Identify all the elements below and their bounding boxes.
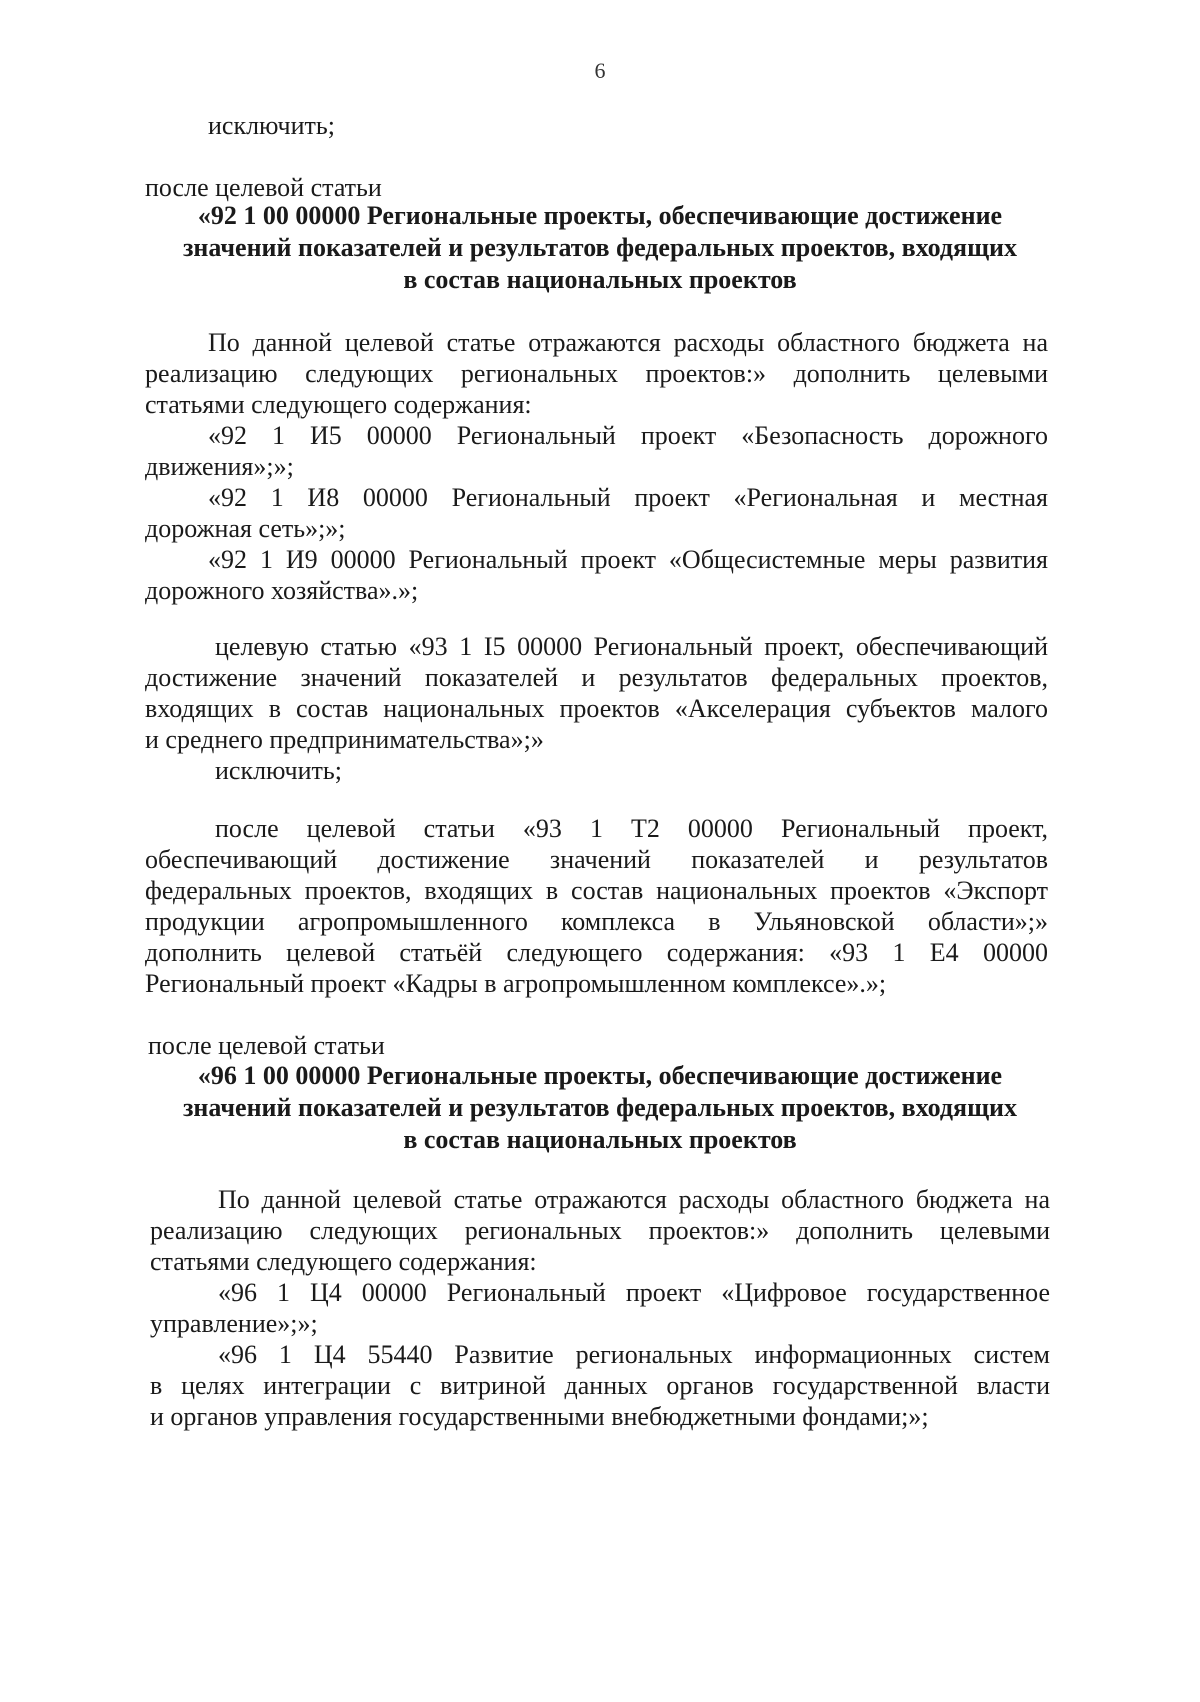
article-heading-line: в состав национальных проектов xyxy=(403,1125,797,1154)
list-item-line: управление»;»; xyxy=(150,1309,318,1338)
paragraph-line: и среднего предпринимательства»;» xyxy=(145,725,544,754)
list-item-line: «92 1 И8 00000 Региональный проект «Региональная и местная xyxy=(208,483,1048,512)
paragraph-line: По данной целевой статье отражаются расходы областного бюджета на xyxy=(208,328,1048,357)
list-item-line: в целях интеграции с витриной данных органов государственной власти xyxy=(150,1371,1050,1400)
paragraph-line: продукции агропромышленного комплекса в Ульяновской области»;» xyxy=(145,907,1048,936)
article-heading-line: значений показателей и результатов федеральных проектов, входящих xyxy=(182,1093,1018,1122)
paragraph-line: статьями следующего содержания: xyxy=(145,390,532,419)
exclude-text: исключить; xyxy=(208,111,335,140)
page-number: 6 xyxy=(594,58,606,83)
paragraph-line: целевую статью «93 1 I5 00000 Региональный проект, обеспечивающий xyxy=(215,632,1048,661)
article-heading-line: значений показателей и результатов федеральных проектов, входящих xyxy=(182,233,1018,262)
list-item-line: «92 1 И5 00000 Региональный проект «Безопасность дорожного xyxy=(208,421,1048,450)
paragraph-line: дополнить целевой статьёй следующего содержания: «93 1 Е4 00000 xyxy=(145,938,1048,967)
list-item-line: дорожная сеть»;»; xyxy=(145,514,346,543)
paragraph-line: после целевой статьи «93 1 Т2 00000 Региональный проект, xyxy=(215,814,1048,843)
list-item-line: и органов управления государственными внебюджетными фондами;»; xyxy=(150,1402,929,1431)
paragraph-line: реализацию следующих региональных проектов:» дополнить целевыми xyxy=(145,359,1048,388)
paragraph-line: статьями следующего содержания: xyxy=(150,1247,537,1276)
article-heading-line: «96 1 00 00000 Региональные проекты, обеспечивающие достижение xyxy=(197,1061,1003,1090)
paragraph-line: достижение значений показателей и результатов федеральных проектов, xyxy=(145,663,1048,692)
article-intro: после целевой статьи xyxy=(148,1031,385,1060)
paragraph-line: реализацию следующих региональных проектов:» дополнить целевыми xyxy=(150,1216,1050,1245)
list-item-line: «96 1 Ц4 55440 Развитие региональных информационных систем xyxy=(218,1340,1050,1369)
list-item-line: дорожного хозяйства».»; xyxy=(145,576,419,605)
article-intro: после целевой статьи xyxy=(145,173,382,202)
list-item-line: «96 1 Ц4 00000 Региональный проект «Цифровое государственное xyxy=(218,1278,1050,1307)
paragraph-line: входящих в состав национальных проектов «Акселерация субъектов малого xyxy=(145,694,1048,723)
paragraph-line: обеспечивающий достижение значений показателей и результатов xyxy=(145,845,1048,874)
paragraph-line: Региональный проект «Кадры в агропромышленном комплексе».»; xyxy=(145,969,887,998)
exclude-text: исключить; xyxy=(215,756,342,785)
article-heading-line: в состав национальных проектов xyxy=(403,265,797,294)
paragraph-line: По данной целевой статье отражаются расходы областного бюджета на xyxy=(218,1185,1050,1214)
list-item-line: движения»;»; xyxy=(145,452,294,481)
list-item-line: «92 1 И9 00000 Региональный проект «Общесистемные меры развития xyxy=(208,545,1048,574)
article-heading-line: «92 1 00 00000 Региональные проекты, обеспечивающие достижение xyxy=(197,201,1003,230)
paragraph-line: федеральных проектов, входящих в состав национальных проектов «Экспорт xyxy=(145,876,1048,905)
